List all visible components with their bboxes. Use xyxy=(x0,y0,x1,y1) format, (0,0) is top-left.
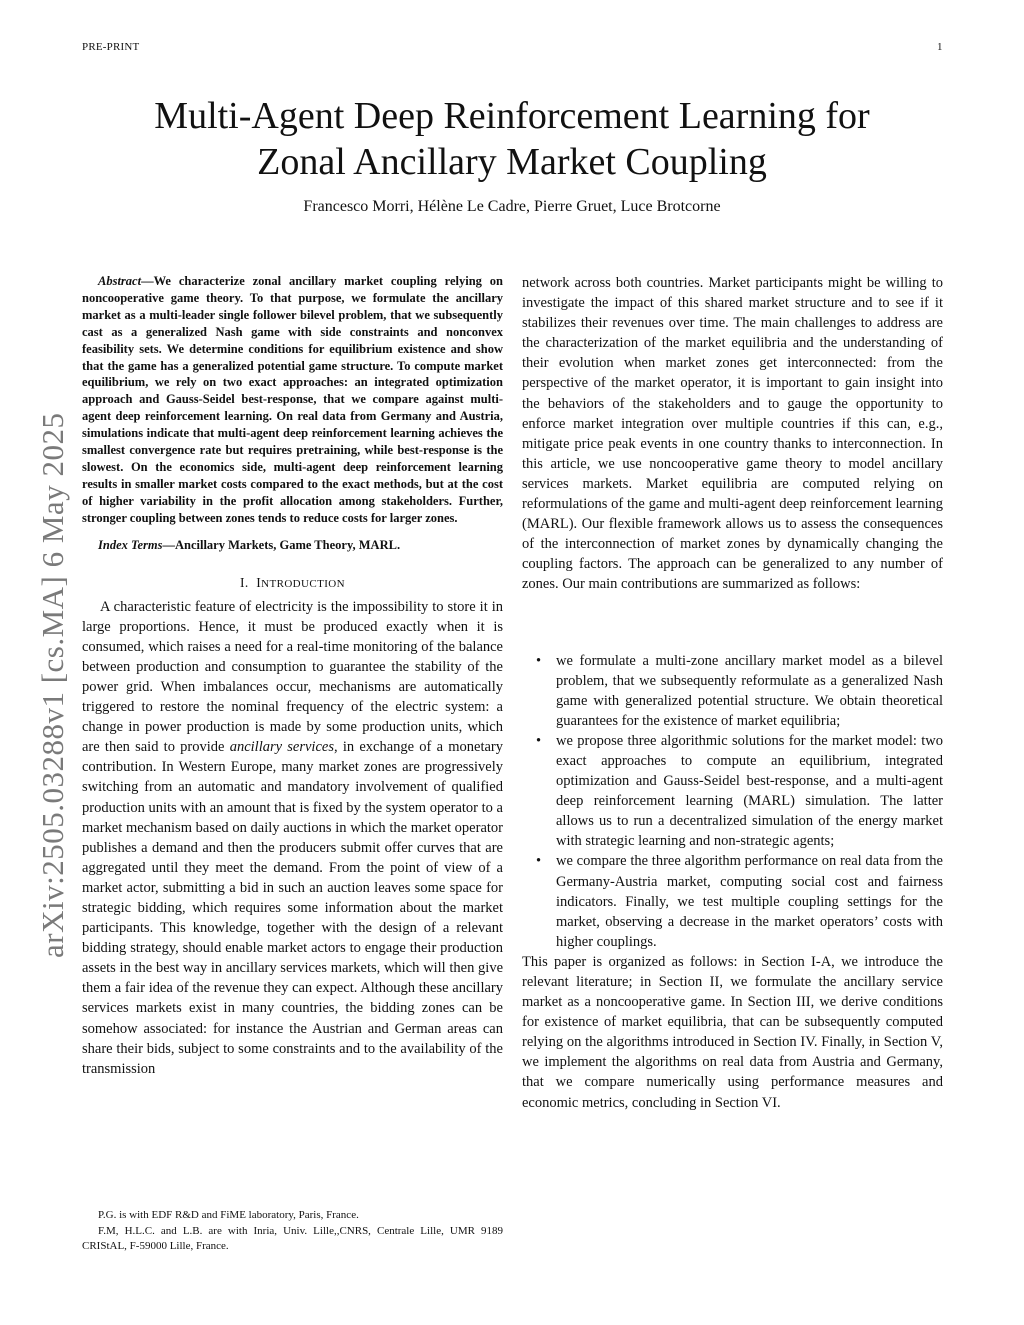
arxiv-stamp: arXiv:2505.03288v1 [cs.MA] 6 May 2025 xyxy=(35,412,70,958)
abstract xyxy=(82,273,503,527)
index-terms-text: —Ancillary Markets, Game Theory, MARL. xyxy=(162,537,401,552)
abstract-label: Abstract xyxy=(98,274,142,288)
section-initial: I xyxy=(256,574,262,590)
list-item xyxy=(522,851,943,951)
footnote-1: P.G. is with EDF R&D and FiME laboratory, Paris, France. xyxy=(98,1209,359,1221)
bullet-icon: • xyxy=(536,732,542,749)
running-header: PRE-PRINT xyxy=(82,41,140,53)
title-line-2: Zonal Ancillary Market Coupling xyxy=(257,141,767,183)
title-line-1: Multi-Agent Deep Reinforcement Learning for xyxy=(154,95,870,137)
intro-italic-term: ancillary services xyxy=(229,739,334,756)
list-item xyxy=(522,731,943,852)
organization-paragraph: This paper is organized as follows: in Section I-A, we introduce the relevant literature; in Section II, we formulate the ancillary service market as a noncooperative game. In Section III, we derive conditions for existence of market equilibria, that can be subsequently computed relying on the algorithms introduced in Section IV. Finally, in Section V, we implement the algorithms on real data from Austria and Germany, that we compare numerically using performance measures and economic metrics, concluding in Section VI. xyxy=(522,953,943,1111)
author-list: Francesco Morri, Hélène Le Cadre, Pierre Gruet, Luce Brotcorne xyxy=(303,198,721,215)
intro-paragraph-left xyxy=(82,597,503,1079)
left-column xyxy=(82,273,503,1079)
bullet-icon: • xyxy=(536,853,542,870)
paper-title xyxy=(60,93,964,185)
abstract-text: —We characterize zonal ancillary market coupling relying on noncooperative game theory. To that purpose, we formulate the ancillary market as a multi-leader single follower bilevel problem, that we subsequently cast as a generalized Nash game with side constraints and nonconvex feasibility sets. We determine conditions for equilibrium existence and show that the game has a generalized potential game structure. To compute market equilibrium, we rely on two exact approaches: an integrated optimization approach and Gauss-Seidel best-response, that we compare against multi-agent deep reinforcement learning. On real data from Germany and Austria, simulations indicate that multi-agent deep reinforcement learning achieves the smallest convergence rate but requires pretraining, while best-response is the slowest. On the economics side, multi-agent deep reinforcement learning results in smaller market costs compared to the exact methods, but at the cost of higher variability in the profit allocation among stakeholders. Further, stronger coupling between zones tends to reduce costs for larger zones. xyxy=(82,274,503,525)
bullet-icon: • xyxy=(536,652,542,669)
contribution-text: we propose three algorithmic solutions for the market model: two exact approaches to compute an equilibrium, integrated optimization and Gauss-Seidel best-response, and a multi-agent deep reinforcement learning (MARL) simulation. The latter allows us to run a decentralized simulation of the energy market with strategic learning and non-strategic agents; xyxy=(556,732,943,850)
intro-text-2: , in exchange of a monetary contribution. In Western Europe, many market zones are progressively switching from an automatic and mandatory involvement of qualified production units with an amount that is fixed by the system operator to a market mechanism based on daily auctions in which the market operator publishes a demand and then the producers submit offer curves that are aggregated until they meet the demand. From the point of view of a market actor, submitting a bid in such an auction leaves some space for strategic bidding, which requires some information about the market participants. This knowledge, together with the design of a relevant bidding strategy, should enable market actors to engage their production assets in the best way in ancillary services markets, which will then give them a fair idea of the revenue they can expect. Although these ancillary services markets exist in many countries, the bidding zones can be somehow associated: for instance the Austrian and German areas can share their bids, subject to some constraints and to the availability of the transmission xyxy=(82,739,504,1077)
section-numeral: I. xyxy=(240,574,249,590)
section-rest: NTRODUCTION xyxy=(261,577,345,590)
intro-text-1: A characteristic feature of electricity is the impossibility to store it in large proportions. Hence, it must be produced exactly when it is consumed, which raises a need for a real-time monitoring of the balance between production and consumption to guarantee the stability of the power grid. When imbalances occur, mechanisms are automatically triggered to restore the nominal frequency of the electric system: a change in power production is made by some production units, which are then said to provide xyxy=(82,598,503,756)
contribution-text: we compare the three algorithm performance on real data from the Germany-Austria market, computing social cost and fairness indicators. Finally, we test multiple coupling settings for the market, observing a decrease in the market operators’ costs with higher couplings. xyxy=(556,853,943,950)
contribution-text: we formulate a multi-zone ancillary market model as a bilevel problem, that we subsequently reformulate as a generalized Nash game with generalized potential structure. We obtain theoretical guarantees for the existence of market equilibria; xyxy=(556,652,943,729)
index-terms xyxy=(82,537,503,554)
page-number: 1 xyxy=(937,41,943,53)
footnotes xyxy=(82,1208,503,1255)
contributions-list xyxy=(522,651,943,952)
intro-paragraph-right: network across both countries. Market participants might be willing to investigate the impact of this shared market structure and to see if it stabilizes their revenues over time. The main challenges to address are the characterization of the market equilibria and the understanding of their evolution when market zones get interconnected: from the perspective of the market operator, it is important to gain insight into the behaviors of the stakeholders and to gauge the opportunity to enforce market integration over multiple countries if this can, e.g., mitigate price peak events in one country thanks to interconnection. In this article, we use noncooperative game theory to model ancillary services markets. Market equilibria are computed relying on reformulations of the game and multi-agent deep reinforcement learning (MARL). Our flexible framework allows us to assess the consequences of the interconnection of market zones by dynamically changing the coupling factors. The approach can be generalized to any number of zones. Our main contributions are summarized as follows: xyxy=(522,275,943,593)
footnote-2: F.M, H.L.C. and L.B. are with Inria, Univ. Lille,,CNRS, Centrale Lille, UMR 9189 CRIStAL, F-59000 Lille, France. xyxy=(82,1224,503,1252)
section-heading-introduction xyxy=(82,575,503,591)
list-item xyxy=(522,651,943,731)
right-column xyxy=(522,273,943,1113)
index-terms-label: Index Terms xyxy=(98,537,163,552)
